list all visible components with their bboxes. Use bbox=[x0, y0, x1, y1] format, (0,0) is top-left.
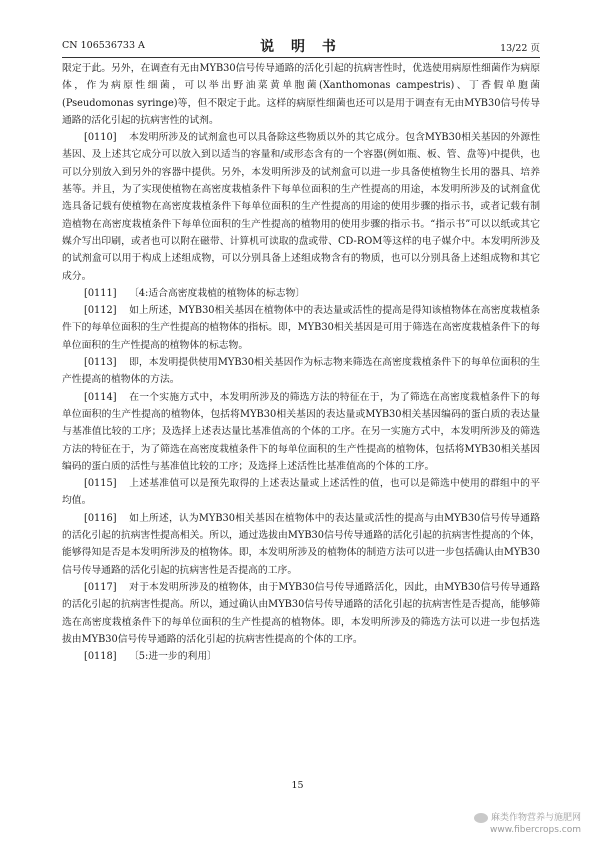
paragraph-0117 bbox=[62, 579, 540, 648]
paragraph-number: [0112] bbox=[84, 305, 117, 317]
paragraph-number: [0110] bbox=[84, 132, 117, 144]
paragraph-number: [0114] bbox=[84, 391, 117, 403]
paragraph-text: 上述基准值可以是预先取得的上述表达量或上述活性的值，也可以是筛选中使用的群组中的平均值。 bbox=[62, 478, 540, 507]
paragraph-text: 如上所述，认为MYB30相关基因在植物体中的表达量或活性的提高与由MYB30信号传导通路的活化引起的抗病害性提高相关。所以，通过选拔由MYB30信号传导通路的活化引起的抗病害性提高的个体，能够得知是否是本发明所涉及的植物体。即，本发明所涉及的植物体的制造方法可以进一步包括确认由MYB30信号传导通路的活化引起的抗病害性是否提高的工序。 bbox=[62, 512, 540, 576]
section-heading: 〔5:进一步的利用〕 bbox=[129, 651, 217, 663]
page-indicator: 13/22 页 bbox=[500, 43, 540, 54]
paragraph-0116 bbox=[62, 510, 540, 579]
page-number: 15 bbox=[291, 780, 304, 791]
paragraph-text: 在一个实施方式中，本发明所涉及的筛选方法的特征在于，为了筛选在高密度栽植条件下的每单位面积的生产性提高的植物体，包括将MYB30相关基因的表达量或MYB30相关基因编码的蛋白质的表达量与基准值比较的工序；及选择上述表达量比基准值高的个体的工序。在另一实施方式中，本发明所涉及的筛选方法的特征在于，为了筛选在高密度栽植条件下的每单位面积的生产性提高的植物体，包括将MYB30相关基因编码的蛋白质的活性与基准值比较的工序；及选择上述活性比基准值高的个体的工序。 bbox=[62, 391, 540, 472]
watermark-logo-icon bbox=[474, 813, 488, 823]
watermark-line-1: 麻类作物营养与施肥网 bbox=[474, 812, 581, 824]
paragraph-0112 bbox=[62, 302, 540, 354]
paragraph-0110 bbox=[62, 129, 540, 285]
paragraph-text: 如上所述，MYB30相关基因在植物体中的表达量或活性的提高是得知该植物体在高密度栽植条件下的每单位面积的生产性提高的植物体的指标。即，MYB30相关基因是可用于筛选在高密度栽植条件下的每单位面积的生产性提高的植物体的标志物。 bbox=[62, 305, 540, 351]
paragraph-number: [0113] bbox=[84, 357, 117, 369]
paragraph-0111 bbox=[62, 285, 540, 302]
paragraph-0118 bbox=[62, 648, 540, 665]
paragraph-number: [0116] bbox=[84, 512, 117, 524]
document-title: 说 明 书 bbox=[260, 39, 342, 55]
watermark bbox=[474, 812, 581, 836]
patent-number: CN 106536733 A bbox=[62, 40, 145, 51]
paragraph-0114 bbox=[62, 389, 540, 475]
paragraph-text: 即，本发明提供使用MYB30相关基因作为标志物来筛选在高密度栽植条件下的每单位面积的生产性提高的植物体的方法。 bbox=[62, 357, 540, 386]
header-divider bbox=[62, 57, 540, 58]
page-header bbox=[62, 36, 540, 56]
document-body bbox=[62, 60, 540, 665]
paragraph-0115 bbox=[62, 475, 540, 510]
paragraph-number: [0111] bbox=[84, 287, 117, 299]
paragraph-0113 bbox=[62, 354, 540, 389]
watermark-line-2: www.fibercrops.com bbox=[490, 825, 581, 835]
paragraph-text: 本发明所涉及的试剂盒也可以具备除这些物质以外的其它成分。包含MYB30相关基因的外源性基因、及上述其它成分可以放入到以适当的容量和/或形态含有的一个容器(例如瓶、板、管、盘等)中提供，也可以分别放入到另外的容器中提供。另外，本发明所涉及的试剂盒可以进一步具备使植物生长用的器具、培养基等。并且，为了实现使植物在高密度栽植条件下每单位面积的生产性提高的用途，本发明所涉及的试剂盒优选具备记载有使植物在高密度栽植条件下每单位面积的生产性提高的用途的使用步骤的指示书，或者记载有制造植物在高密度栽植条件下每单位面积的生产性提高的植物用的使用步骤的指示书。“指示书”可以以纸或其它媒介写出印刷，或者也可以附在磁带、计算机可读取的盘或带、CD-ROM等这样的电子媒介中。本发明所涉及的试剂盒可以用于构成上述组成物，可以分别具备上述组成物含有的物质，也可以分别具备上述组成物和其它成分。 bbox=[62, 132, 540, 282]
section-heading: 〔4:适合高密度栽植的植物体的标志物〕 bbox=[129, 287, 306, 299]
paragraph-number: [0117] bbox=[84, 581, 117, 593]
paragraph-number: [0115] bbox=[84, 478, 117, 490]
paragraph-text: 对于本发明所涉及的植物体，由于MYB30信号传导通路活化，因此，由MYB30信号传导通路的活化引起的抗病害性提高。所以，通过确认由MYB30信号传导通路的活化引起的抗病害性是否提高，能够筛选在高密度栽植条件下的每单位面积的生产性提高的植物体。即，本发明所涉及的筛选方法可以进一步包括选拔由MYB30信号传导通路的活化引起的抗病害性提高的个体的工序。 bbox=[62, 581, 540, 645]
paragraph-continuation: 限定于此。另外，在调查有无由MYB30信号传导通路的活化引起的抗病害性时，优选使用病原性细菌作为病原体，作为病原性细菌，可以举出野油菜黄单胞菌(Xanthomonas campestris)、丁香假单胞菌(Pseudomonas syringe)等，但不限定于此。这样的病原性细菌也还可以是用于调查有无由MYB30信号传导通路的活化引起的抗病害性的试剂。 bbox=[62, 63, 540, 126]
paragraph-number: [0118] bbox=[84, 651, 117, 663]
